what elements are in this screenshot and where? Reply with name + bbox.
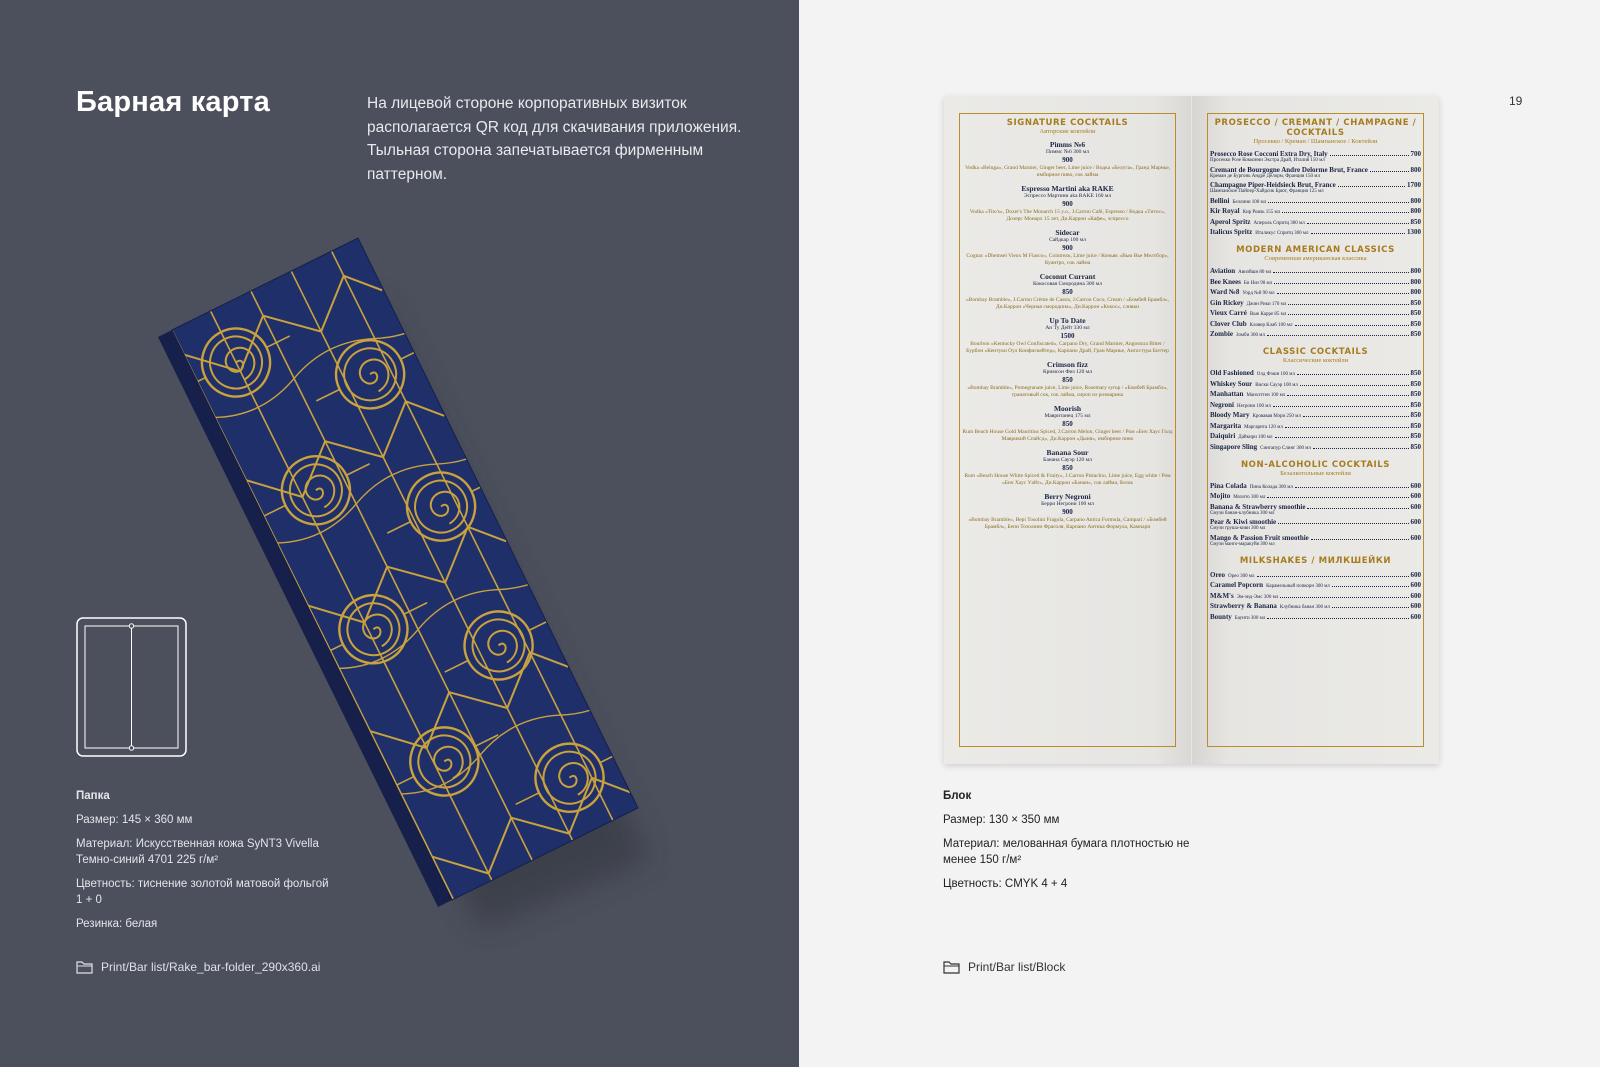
row-name: Champagne Piper-Heidsieck Brut, France bbox=[1210, 181, 1336, 189]
row-price: 850 bbox=[1410, 319, 1421, 328]
menu-row bbox=[1210, 432, 1421, 440]
folder-elastic: Резинка: белая bbox=[76, 918, 158, 930]
menu-section bbox=[1210, 556, 1421, 621]
section-title: CLASSIC COCKTAILS bbox=[1262, 347, 1369, 357]
menu-row bbox=[1210, 411, 1421, 419]
row-subtitle: Кловер Клаб 100 мл bbox=[1249, 322, 1293, 328]
menu-item bbox=[962, 140, 1173, 179]
row-subtitle: Манхэттен 100 мл bbox=[1246, 393, 1286, 398]
row-leader bbox=[1273, 272, 1408, 273]
item-name: Banana Sour bbox=[1046, 448, 1089, 457]
block-material: Материал: мелованная бумага плотностью не менее 150 г/м² bbox=[943, 838, 1190, 866]
block-specs bbox=[943, 788, 1203, 892]
item-subtitle: Кримсон Физ 120 мл bbox=[1042, 369, 1093, 375]
row-price: 700 bbox=[1410, 150, 1421, 158]
folder-material: Материал: Искусственная кожа SyNT3 Vivella Темно-синий 4701 225 г/м² bbox=[76, 838, 319, 866]
row-leader bbox=[1313, 448, 1409, 449]
menu-row bbox=[1210, 518, 1421, 526]
row-name: Prosecco Rose Cocconi Extra Dry, Italy bbox=[1210, 150, 1328, 158]
row-price: 850 bbox=[1410, 421, 1421, 430]
row-leader bbox=[1330, 155, 1409, 156]
row-price: 850 bbox=[1410, 411, 1421, 419]
row-subtitle: Сингапур Слинг 300 мл bbox=[1260, 445, 1311, 451]
menu-row bbox=[1210, 207, 1421, 215]
menu-row bbox=[1210, 503, 1421, 511]
row-price: 600 bbox=[1410, 570, 1421, 579]
row-subtitle: Зомби 300 мл bbox=[1235, 333, 1265, 338]
menu-item bbox=[962, 272, 1173, 311]
item-price: 1500 bbox=[1060, 332, 1075, 340]
item-description: Vodka «Beluga», Grand Marnier, Ginger beer, Lime juice / Водка «Белуга», Гранд Марнье, имбирное пиво, сок лайма bbox=[964, 165, 1171, 178]
row-name: Gin Rickey bbox=[1210, 298, 1244, 307]
item-subtitle: Пиммс №6 300 мл bbox=[1046, 149, 1089, 155]
section-subtitle: Современная американская классика bbox=[1264, 255, 1367, 262]
row-name: Manhattan bbox=[1210, 390, 1244, 398]
row-name: Old Fashioned bbox=[1210, 369, 1254, 377]
item-name: Up To Date bbox=[1049, 316, 1086, 325]
row-subtitle: Эм-энд-Эмс 300 мл bbox=[1236, 594, 1279, 600]
row-name: Kir Royal bbox=[1210, 207, 1240, 215]
row-price: 800 bbox=[1410, 207, 1421, 215]
item-name: Moorish bbox=[1053, 404, 1082, 413]
row-price: 600 bbox=[1410, 591, 1421, 600]
row-name: Singapore Sling bbox=[1210, 442, 1258, 451]
item-price: 850 bbox=[1062, 464, 1073, 472]
menu-right-page bbox=[1192, 96, 1439, 764]
row-subtitle: Италикус Спритц 300 мл bbox=[1255, 231, 1309, 236]
row-leader bbox=[1303, 416, 1409, 417]
item-name: Crimson fizz bbox=[1046, 360, 1089, 369]
menu-row bbox=[1210, 390, 1421, 398]
row-name: Bloody Mary bbox=[1210, 411, 1250, 419]
row-leader bbox=[1274, 283, 1408, 284]
row-leader bbox=[1275, 437, 1409, 438]
row-name: Mojito bbox=[1210, 492, 1231, 500]
item-description: Vodka «Tito's», Dozer's The Monarch 15 y.o., J.Carron Café, Espresso / Водка «Титос», Дозерс Монарх 15 лет, Ди.Каррон «Кафе», эспрессо bbox=[969, 209, 1166, 222]
menu-row bbox=[1210, 288, 1421, 296]
menu-right-content bbox=[1210, 118, 1421, 621]
row-name: Vieux Carré bbox=[1210, 309, 1247, 317]
section-title: NON-ALCOHOLIC COCKTAILS bbox=[1240, 459, 1391, 470]
row-leader bbox=[1297, 374, 1409, 375]
menu-left-content bbox=[962, 118, 1173, 531]
folder-file-path-text: Print/Bar list/Rake_bar-folder_290x360.ai bbox=[101, 960, 321, 974]
item-description: Rum Beach House Gold Mauritius Spiced, J.Carron Melon, Ginger beer / Ром «Бич Хаус Голд Маврикий Спайсд», Ди.Каррон «Дыня», имбирное пиво bbox=[962, 429, 1173, 442]
row-name: Daiquiri bbox=[1210, 432, 1236, 440]
section-subtitle: Классические коктейли bbox=[1282, 357, 1349, 364]
row-leader bbox=[1295, 325, 1409, 326]
item-description: Bourbon «Kentucky Owl Confiscated», Carpano Dry, Grand Marnier, Angostura Bitter / Бурбон «Кентуки Оул Конфискейтед», Карпано Драй, Гран Марнье, Ангостура Биттер bbox=[966, 341, 1169, 354]
item-name: Berry Negroni bbox=[1044, 492, 1091, 501]
row-name: Bee Knees bbox=[1210, 277, 1241, 286]
menu-row bbox=[1210, 534, 1421, 542]
menu-row bbox=[1210, 492, 1421, 500]
menu-section bbox=[1210, 347, 1421, 451]
row-note: Просекко Розе Кокконни Экстра Драй, Италия 150 мл bbox=[1210, 158, 1325, 163]
row-subtitle: Пина Колада 300 мл bbox=[1249, 484, 1293, 490]
row-price: 800 bbox=[1410, 277, 1421, 286]
row-price: 1300 bbox=[1407, 228, 1421, 236]
menu-row bbox=[1210, 218, 1421, 226]
item-name: Espresso Martini aka RAKE bbox=[1021, 184, 1114, 193]
item-description: «Bombay Bramble», J.Carron Crème de Cassis, J.Carron Coco, Cream / «Бомбей Брамбл», Ди.Каррон «Черная смородина», Ди.Каррон «Кокос», сливки bbox=[965, 297, 1170, 310]
row-leader bbox=[1287, 395, 1408, 396]
menu-row bbox=[1210, 330, 1421, 338]
row-price: 850 bbox=[1410, 390, 1421, 398]
row-name: M&M's bbox=[1210, 591, 1234, 600]
row-leader bbox=[1332, 586, 1409, 587]
section-subtitle: Безалкогольные коктейли bbox=[1280, 469, 1351, 477]
folder-icon bbox=[943, 960, 960, 974]
item-subtitle: Берри Негрони 100 мл bbox=[1041, 501, 1094, 507]
item-description: «Bombay Bramble», Bepi Tosolini Fragola, Carpano Antica Formula, Campari / «Бомбей Брамбл», Бепи Тозолини Фраголя, Карпано Антика Формула, Кампари bbox=[968, 517, 1167, 530]
row-subtitle: Баунти 300 мл bbox=[1234, 615, 1266, 621]
row-price: 600 bbox=[1410, 518, 1421, 526]
row-leader bbox=[1288, 304, 1408, 305]
row-name: Bellini bbox=[1210, 196, 1230, 205]
row-price: 800 bbox=[1410, 196, 1421, 205]
category-subtitle: Авторские коктейли bbox=[1039, 128, 1096, 135]
row-price: 600 bbox=[1410, 481, 1421, 490]
row-name: Whiskey Sour bbox=[1210, 379, 1253, 388]
row-subtitle: Дайкири 100 мл bbox=[1238, 435, 1273, 440]
row-subtitle: Кир Рояль 155 мл bbox=[1242, 210, 1281, 215]
row-subtitle: Клубника банан 300 мл bbox=[1279, 605, 1330, 610]
section-subtitle: Просекко / Креман / Шампанское / Коктейли bbox=[1253, 138, 1378, 145]
row-subtitle: Би Низ 90 мл bbox=[1243, 280, 1273, 286]
menu-row bbox=[1210, 181, 1421, 189]
row-subtitle: Джин Рики 170 мл bbox=[1246, 301, 1287, 307]
intro-text: На лицевой стороне корпоративных визиток располагается QR код для скачивания приложения. Тыльная сторона запечатывается фирменным паттерном. bbox=[367, 95, 742, 183]
row-subtitle: Уорд №8 90 мл bbox=[1242, 291, 1275, 296]
menu-item bbox=[962, 316, 1173, 355]
row-leader bbox=[1300, 385, 1409, 386]
menu-row bbox=[1210, 197, 1421, 205]
item-price: 900 bbox=[1062, 200, 1073, 208]
row-subtitle: Мохито 300 мл bbox=[1233, 495, 1266, 500]
category-title: SIGNATURE COCKTAILS bbox=[1006, 118, 1129, 128]
row-price: 850 bbox=[1410, 400, 1421, 409]
menu-row bbox=[1210, 380, 1421, 388]
menu-row bbox=[1210, 571, 1421, 579]
row-name: Zombie bbox=[1210, 330, 1233, 338]
item-name: Pimms №6 bbox=[1049, 140, 1086, 149]
block-file-path-text: Print/Bar list/Block bbox=[968, 960, 1066, 974]
section-title: MILKSHAKES / МИЛКШЕЙКИ bbox=[1239, 555, 1392, 566]
menu-row bbox=[1210, 613, 1421, 621]
row-name: Clover Club bbox=[1210, 319, 1247, 328]
block-spec-heading: Блок bbox=[943, 790, 972, 802]
row-price: 1700 bbox=[1407, 181, 1421, 189]
menu-section bbox=[1210, 118, 1421, 236]
row-leader bbox=[1311, 233, 1405, 234]
folder-spec-heading: Папка bbox=[76, 790, 110, 802]
row-name: Bounty bbox=[1210, 612, 1232, 621]
menu-item bbox=[962, 492, 1173, 531]
row-leader bbox=[1280, 597, 1408, 598]
menu-row bbox=[1210, 150, 1421, 158]
row-price: 600 bbox=[1410, 581, 1421, 589]
menu-spread bbox=[944, 96, 1439, 764]
menu-row bbox=[1210, 592, 1421, 600]
row-name: Aviation bbox=[1210, 267, 1236, 275]
block-color: Цветность: CMYK 4 + 4 bbox=[943, 878, 1068, 890]
row-name: Caramel Popcorn bbox=[1210, 581, 1264, 589]
row-leader bbox=[1277, 293, 1409, 294]
folder-color: Цветность: тиснение золотой матовой фольгой 1 + 0 bbox=[76, 878, 329, 906]
row-subtitle: Орео 300 мл bbox=[1228, 573, 1255, 579]
row-name: Cremant de Bourgogne Andre Delorme Brut, France bbox=[1210, 165, 1368, 174]
item-subtitle: Эспрессо Мартини aka RAKE 160 мл bbox=[1023, 193, 1112, 199]
item-price: 900 bbox=[1062, 244, 1073, 252]
row-name: Italicus Spritz bbox=[1210, 228, 1253, 236]
row-leader bbox=[1295, 487, 1409, 488]
menu-row bbox=[1210, 443, 1421, 451]
row-leader bbox=[1282, 212, 1408, 213]
row-price: 850 bbox=[1410, 330, 1421, 338]
menu-section bbox=[1210, 245, 1421, 338]
menu-item bbox=[962, 448, 1173, 487]
row-name: Oreo bbox=[1210, 570, 1226, 579]
row-leader bbox=[1307, 508, 1408, 509]
cocktail-list bbox=[962, 140, 1173, 531]
row-subtitle: Беллини 100 мл bbox=[1232, 199, 1267, 205]
menu-row bbox=[1210, 309, 1421, 317]
menu-item bbox=[962, 360, 1173, 399]
menu-item bbox=[962, 228, 1173, 267]
menu-row bbox=[1210, 228, 1421, 236]
row-note: Смузи груша-киви 300 мл bbox=[1210, 526, 1266, 531]
row-name: Margarita bbox=[1210, 421, 1242, 430]
item-name: Sidecar bbox=[1055, 228, 1080, 237]
row-subtitle: Апероль Спритц 300 мл bbox=[1253, 220, 1305, 226]
item-description: Rum «Beach House White Spiced & Fruity», J.Carron Pistachio, Lime juice, Egg white / Ром «Бич Хаус Уайт», Ди.Каррон «Банан», сок лайма, белок bbox=[964, 473, 1171, 486]
row-price: 850 bbox=[1410, 298, 1421, 307]
row-name: Pear & Kiwi smoothie bbox=[1210, 518, 1277, 526]
row-subtitle: Авиэйшн 80 мл bbox=[1238, 270, 1272, 275]
row-leader bbox=[1267, 497, 1408, 498]
item-price: 900 bbox=[1062, 156, 1073, 164]
row-subtitle: Карамельный попкорн 300 мл bbox=[1266, 584, 1330, 589]
block-size: Размер: 130 × 350 мм bbox=[943, 814, 1060, 826]
item-name: Coconut Currant bbox=[1039, 272, 1096, 281]
row-subtitle: Кровавая Мэри 250 мл bbox=[1252, 414, 1301, 419]
menu-row bbox=[1210, 299, 1421, 307]
item-price: 850 bbox=[1062, 288, 1073, 296]
item-price: 850 bbox=[1062, 376, 1073, 384]
row-price: 600 bbox=[1410, 533, 1421, 542]
section-title: MODERN AMERICAN CLASSICS bbox=[1236, 245, 1395, 255]
row-leader bbox=[1288, 314, 1408, 315]
row-price: 850 bbox=[1410, 432, 1421, 440]
row-note: Креман де Бургонь Андре Делорм, Франция 150 мл bbox=[1210, 173, 1320, 179]
row-leader bbox=[1278, 523, 1408, 524]
row-subtitle: Виски Сауэр 100 мл bbox=[1255, 382, 1298, 388]
row-leader bbox=[1338, 186, 1405, 187]
row-note: Шампанское Пайпер-Хайдсик Брют, Франция 125 мл bbox=[1210, 189, 1324, 194]
row-price: 600 bbox=[1410, 502, 1421, 511]
item-subtitle: Банана Сауэр 120 мл bbox=[1043, 457, 1092, 463]
page-number: 19 bbox=[1509, 94, 1523, 108]
row-leader bbox=[1257, 576, 1409, 577]
row-price: 850 bbox=[1410, 369, 1421, 377]
row-leader bbox=[1370, 171, 1409, 172]
folder-size: Размер: 145 × 360 мм bbox=[76, 814, 193, 826]
row-name: Pina Colada bbox=[1210, 481, 1247, 490]
row-price: 850 bbox=[1410, 217, 1421, 226]
row-leader bbox=[1268, 202, 1408, 203]
item-price: 850 bbox=[1062, 420, 1073, 428]
row-leader bbox=[1311, 539, 1409, 540]
row-name: Ward №8 bbox=[1210, 288, 1240, 296]
row-price: 800 bbox=[1410, 267, 1421, 275]
row-leader bbox=[1267, 335, 1409, 336]
menu-row bbox=[1210, 401, 1421, 409]
menu-row bbox=[1210, 320, 1421, 328]
row-note: Смузи манго-маракуйя 300 мл bbox=[1210, 541, 1275, 547]
menu-left-page bbox=[944, 96, 1191, 764]
menu-row bbox=[1210, 602, 1421, 610]
row-price: 850 bbox=[1410, 379, 1421, 388]
row-price: 600 bbox=[1410, 602, 1421, 610]
menu-row bbox=[1210, 166, 1421, 174]
row-leader bbox=[1332, 607, 1409, 608]
row-leader bbox=[1267, 618, 1408, 619]
row-name: Banana & Strawberry smoothie bbox=[1210, 502, 1306, 511]
row-price: 850 bbox=[1410, 309, 1421, 317]
row-subtitle: Вью Карре 85 мл bbox=[1249, 312, 1287, 317]
menu-item bbox=[962, 184, 1173, 223]
row-leader bbox=[1273, 406, 1409, 407]
row-note: Смузи банан-клубника 300 мл bbox=[1210, 510, 1275, 516]
section-title: PROSECCO / CREMANT / CHAMPAGNE / COCKTAILS bbox=[1214, 118, 1417, 138]
row-price: 800 bbox=[1410, 288, 1421, 296]
row-leader bbox=[1307, 223, 1409, 224]
item-description: «Bombay Bramble», Pomegranate juice, Lime juice, Rosemary syrup / «Бомбей Брамбл», гранатовый сок, сок лайма, сироп из розмарина bbox=[967, 385, 1168, 398]
row-price: 600 bbox=[1410, 612, 1421, 621]
menu-item bbox=[962, 404, 1173, 443]
row-name: Strawberry & Banana bbox=[1210, 602, 1277, 610]
menu-row bbox=[1210, 267, 1421, 275]
menu-row bbox=[1210, 278, 1421, 286]
item-description: Cognac «Dhemsel Vieux M Fiasco», Cointreau, Lime juice / Коньяк «Вью Вье Мелтбор», Куантро, сок лайма bbox=[966, 253, 1169, 266]
row-price: 600 bbox=[1410, 492, 1421, 500]
menu-row bbox=[1210, 581, 1421, 589]
item-subtitle: Ап Ту Дейт 330 мл bbox=[1045, 325, 1090, 331]
block-file-path[interactable] bbox=[943, 960, 1065, 974]
row-name: Mango & Passion Fruit smoothie bbox=[1210, 533, 1309, 542]
menu-section bbox=[1210, 460, 1421, 547]
row-name: Aperol Spritz bbox=[1210, 217, 1251, 226]
row-subtitle: Маргарита 120 мл bbox=[1244, 424, 1283, 430]
item-subtitle: Мавританец 175 мл bbox=[1044, 413, 1091, 419]
page-title: Барная карта bbox=[76, 86, 271, 118]
row-price: 800 bbox=[1410, 165, 1421, 174]
row-subtitle: Негрони 100 мл bbox=[1236, 403, 1271, 409]
item-price: 900 bbox=[1062, 508, 1073, 516]
item-subtitle: Сайдкар 100 мл bbox=[1049, 237, 1086, 243]
row-price: 850 bbox=[1410, 442, 1421, 451]
menu-row bbox=[1210, 369, 1421, 377]
row-name: Negroni bbox=[1210, 400, 1234, 409]
menu-row bbox=[1210, 482, 1421, 490]
item-subtitle: Кокосовая Смородина 300 мл bbox=[1032, 281, 1103, 287]
row-subtitle: Олд Фэшн 100 мл bbox=[1256, 372, 1295, 377]
row-leader bbox=[1285, 427, 1409, 428]
menu-row bbox=[1210, 422, 1421, 430]
